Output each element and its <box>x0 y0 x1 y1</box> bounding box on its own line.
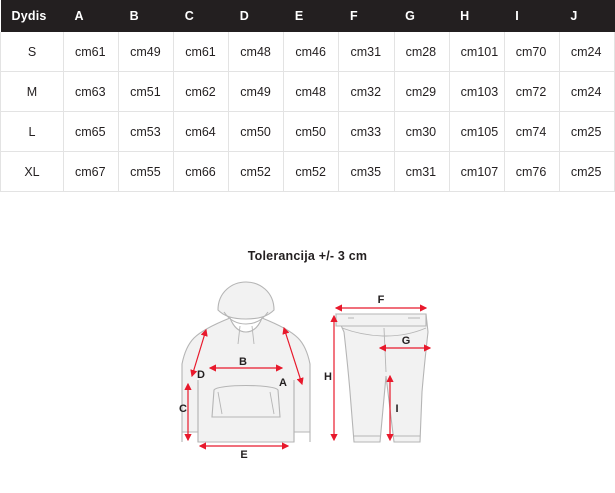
cell-l-d: cm50 <box>229 112 284 152</box>
cell-xl-a: cm67 <box>64 152 119 192</box>
column-header-f: F <box>339 0 394 32</box>
cell-s-g: cm28 <box>394 32 449 72</box>
cell-l-c: cm64 <box>174 112 229 152</box>
table-body <box>1 32 615 192</box>
cell-m-h: cm103 <box>449 72 504 112</box>
cell-s-e: cm46 <box>284 32 339 72</box>
column-header-g: G <box>394 0 449 32</box>
cell-s-h: cm101 <box>449 32 504 72</box>
label-e: E <box>239 449 248 461</box>
cell-m-e: cm48 <box>284 72 339 112</box>
column-header-j: J <box>559 0 614 32</box>
column-header-i: I <box>504 0 559 32</box>
size-chart-table <box>0 0 615 192</box>
cell-l-j: cm25 <box>559 112 614 152</box>
label-a: A <box>278 377 287 389</box>
cell-s-j: cm24 <box>559 32 614 72</box>
cell-l-g: cm30 <box>394 112 449 152</box>
cell-m-a: cm63 <box>64 72 119 112</box>
cell-m-j: cm24 <box>559 72 614 112</box>
cell-xl-d: cm52 <box>229 152 284 192</box>
cell-l-e: cm50 <box>284 112 339 152</box>
row-size-label: S <box>1 32 64 72</box>
cell-s-f: cm31 <box>339 32 394 72</box>
table-header <box>1 0 615 32</box>
tolerance-note: Tolerancija +/- 3 cm <box>247 249 368 263</box>
column-header-b: B <box>119 0 174 32</box>
cell-s-b: cm49 <box>119 32 174 72</box>
label-i: I <box>394 403 399 415</box>
cell-m-i: cm72 <box>504 72 559 112</box>
measurement-diagram <box>0 272 615 487</box>
label-h: H <box>323 371 332 383</box>
cell-m-b: cm51 <box>119 72 174 112</box>
garment-measurement-svg <box>158 272 458 472</box>
row-size-label: L <box>1 112 64 152</box>
cell-m-d: cm49 <box>229 72 284 112</box>
cell-m-f: cm32 <box>339 72 394 112</box>
label-d: D <box>196 369 205 381</box>
label-g: G <box>401 335 410 347</box>
cell-xl-c: cm66 <box>174 152 229 192</box>
table-header-row <box>1 0 615 32</box>
label-b: B <box>238 356 247 368</box>
cell-xl-b: cm55 <box>119 152 174 192</box>
cell-s-c: cm61 <box>174 32 229 72</box>
cell-s-d: cm48 <box>229 32 284 72</box>
cell-l-i: cm74 <box>504 112 559 152</box>
column-header-d: D <box>229 0 284 32</box>
cell-m-c: cm62 <box>174 72 229 112</box>
cell-l-a: cm65 <box>64 112 119 152</box>
column-header-c: C <box>174 0 229 32</box>
cell-xl-f: cm35 <box>339 152 394 192</box>
cell-xl-g: cm31 <box>394 152 449 192</box>
label-f: F <box>377 294 384 306</box>
table-row <box>1 152 615 192</box>
cell-s-a: cm61 <box>64 32 119 72</box>
cell-xl-i: cm76 <box>504 152 559 192</box>
row-size-label: XL <box>1 152 64 192</box>
cell-l-h: cm105 <box>449 112 504 152</box>
cell-m-g: cm29 <box>394 72 449 112</box>
column-header-h: H <box>449 0 504 32</box>
label-c: C <box>178 403 187 415</box>
column-header-size: Dydis <box>1 0 64 32</box>
cell-xl-h: cm107 <box>449 152 504 192</box>
cell-xl-e: cm52 <box>284 152 339 192</box>
pants-illustration <box>324 294 430 442</box>
column-header-a: A <box>64 0 119 32</box>
row-size-label: M <box>1 72 64 112</box>
table-row <box>1 112 615 152</box>
hoodie-illustration <box>179 282 310 461</box>
cell-l-b: cm53 <box>119 112 174 152</box>
cell-s-i: cm70 <box>504 32 559 72</box>
cell-l-f: cm33 <box>339 112 394 152</box>
table-row <box>1 72 615 112</box>
column-header-e: E <box>284 0 339 32</box>
cell-xl-j: cm25 <box>559 152 614 192</box>
table-row <box>1 32 615 72</box>
